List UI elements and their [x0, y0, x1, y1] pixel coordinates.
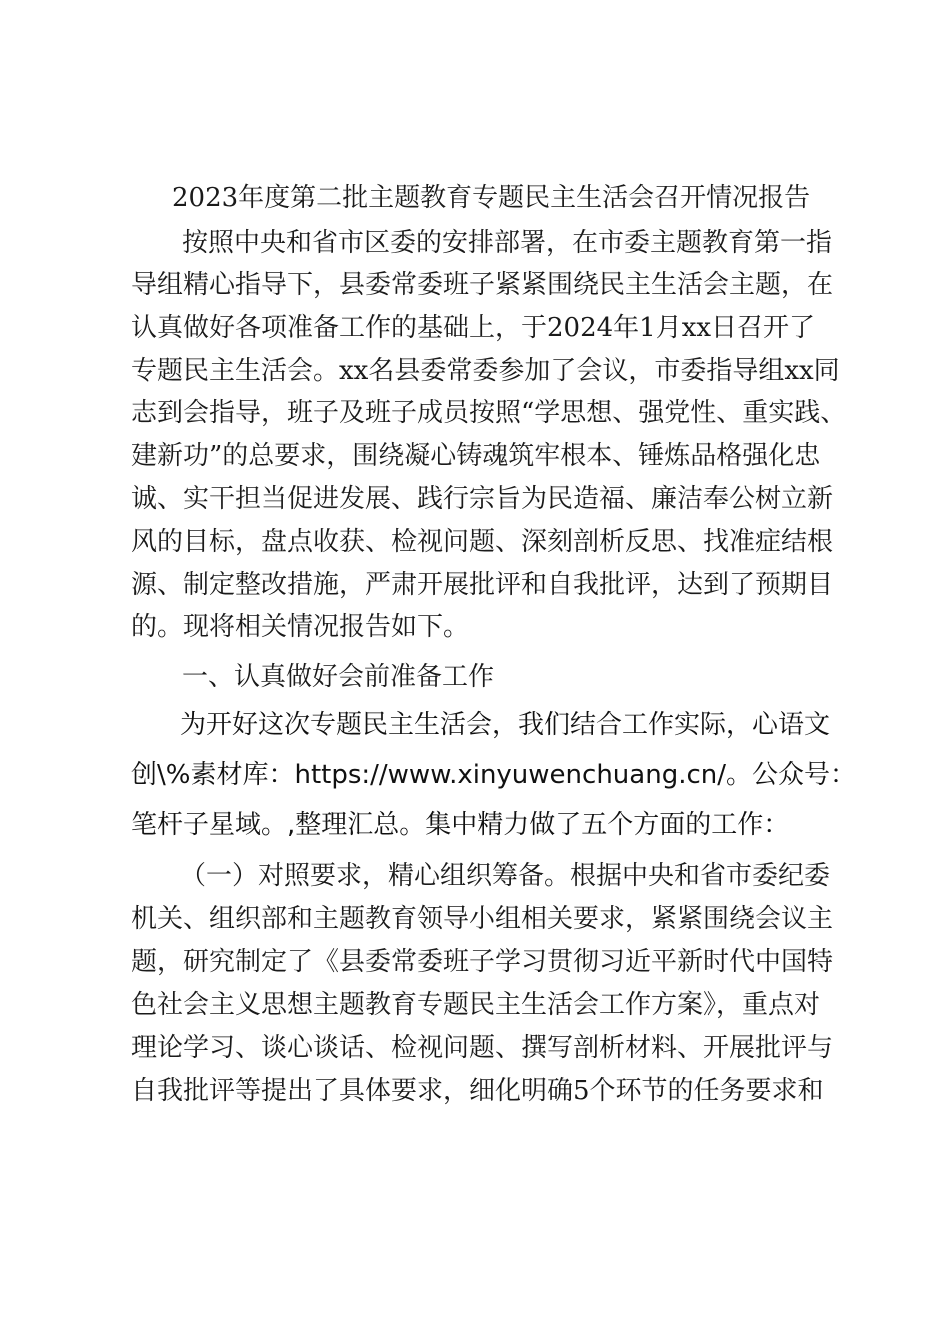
paragraph-line: 机关、组织部和主题教育领导小组相关要求，紧紧围绕会议主: [131, 904, 834, 934]
paragraph-line: 色社会主义思想主题教育专题民主生活会工作方案》，重点对: [131, 990, 821, 1020]
paragraph-line: 认真做好各项准备工作的基础上，于2024年1月xx日召开了: [131, 313, 816, 343]
inserted-text-line: 为开好这次专题民主生活会，我们结合工作实际，心语文: [180, 710, 831, 740]
paragraph-line: 题，研究制定了《县委常委班子学习贯彻习近平新时代中国特: [131, 947, 834, 977]
paragraph-line: 诚、实干担当促进发展、践行宗旨为民造福、廉洁奉公树立新: [131, 484, 834, 514]
subsection-line: （一）对照要求，精心组织筹备。根据中央和省市委纪委: [180, 861, 831, 891]
inserted-text-line: 创\%素材库：https://www.xinyuwenchuang.cn/。公众号：: [131, 760, 856, 790]
paragraph-line: 风的目标，盘点收获、检视问题、深刻剖析反思、找准症结根: [131, 527, 834, 557]
paragraph-line: 的。现将相关情况报告如下。: [131, 612, 470, 642]
paragraph-line: 按照中央和省市区委的安排部署，在市委主题教育第一指: [182, 228, 833, 258]
inserted-text-line: 笔杆子星域。,整理汇总。集中精力做了五个方面的工作：: [131, 810, 790, 840]
paragraph-line: 建新功”的总要求，围绕凝心铸魂筑牢根本、锤炼品格强化忠: [131, 441, 821, 471]
paragraph-line: 专题民主生活会。xx名县委常委参加了会议，市委指导组xx同: [131, 356, 840, 386]
document-title: 2023年度第二批主题教育专题民主生活会召开情况报告: [172, 183, 811, 213]
section-heading: 一、认真做好会前准备工作: [182, 662, 495, 692]
paragraph-line: 导组精心指导下，县委常委班子紧紧围绕民主生活会主题，在: [131, 270, 834, 300]
paragraph-line: 理论学习、谈心谈话、检视问题、撰写剖析材料、开展批评与: [131, 1033, 834, 1063]
paragraph-line: 志到会指导，班子及班子成员按照“学思想、强党性、重实践、: [131, 398, 847, 428]
paragraph-line: 自我批评等提出了具体要求，细化明确5个环节的任务要求和: [131, 1076, 824, 1106]
paragraph-line: 源、制定整改措施，严肃开展批评和自我批评，达到了预期目: [131, 570, 834, 600]
